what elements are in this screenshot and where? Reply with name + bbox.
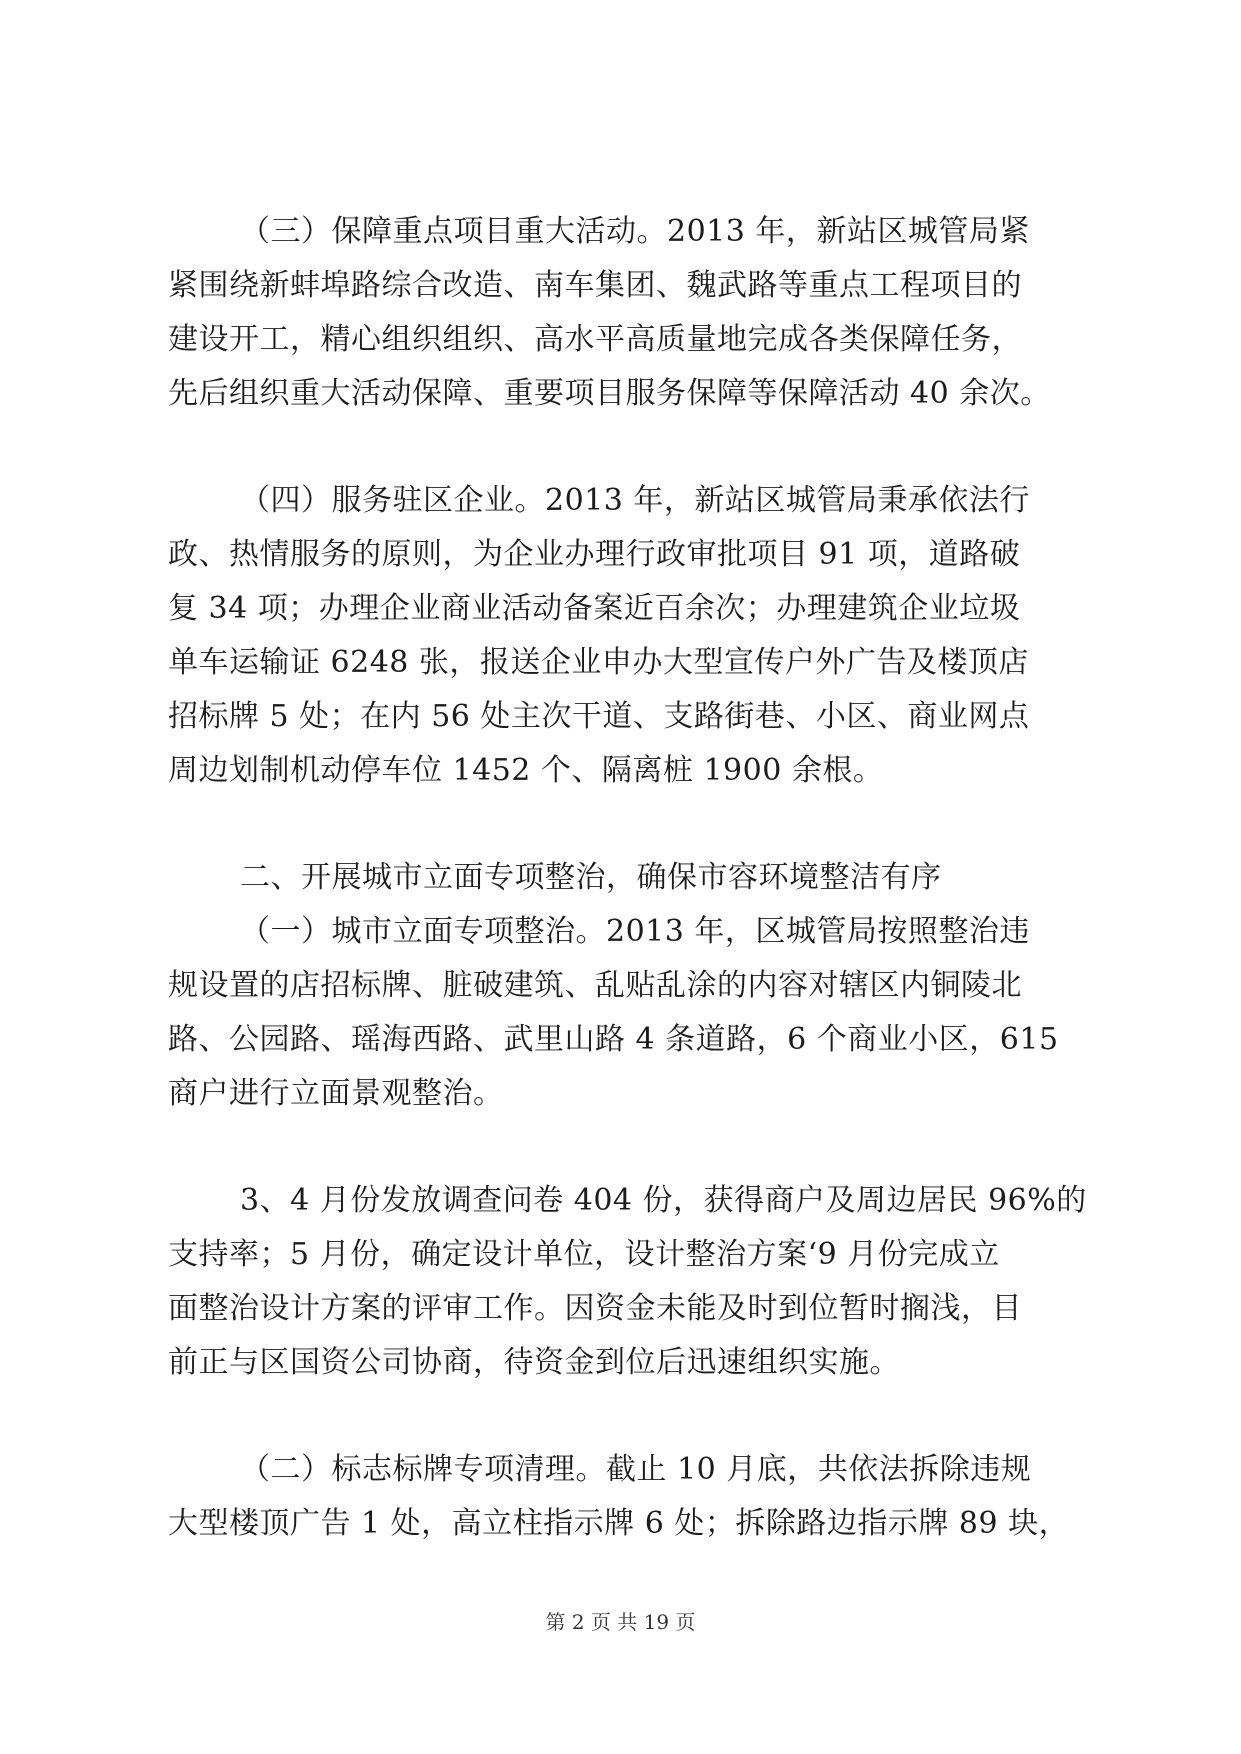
paragraph-5-line-3: 路、公园路、瑶海西路、武里山路 4 条道路，6 个商业小区，615 [168,1022,1059,1057]
paragraph-5-line-2: 规设置的店招标牌、脏破建筑、乱贴乱涂的内容对辖区内铜陵北 [168,968,1022,1003]
paragraph-4-line-6: 周边划制机动停车位 1452 个、隔离桩 1900 余根。 [168,753,884,788]
paragraph-3-line-4: 先后组织重大活动保障、重要项目服务保障等保障活动 40 余次。 [168,376,1051,411]
paragraph-5-line-1: （一）城市立面专项整治。2013 年，区城管局按照整治违 [240,914,1030,949]
paragraph-4-line-5: 招标牌 5 处；在内 56 处主次干道、支路街巷、小区、商业网点 [168,699,1030,734]
paragraph-7-line-1: （二）标志标牌专项清理。截止 10 月底，共依法拆除违规 [240,1452,1032,1487]
paragraph-6-line-2: 支持率；5 月份，确定设计单位，设计整治方案‘9 月份完成立 [168,1237,1000,1272]
paragraph-4-line-3: 复 34 项；办理企业商业活动备案近百余次；办理建筑企业垃圾 [168,591,1021,626]
paragraph-7-line-2: 大型楼顶广告 1 处，高立柱指示牌 6 处；拆除路边指示牌 89 块， [168,1506,1070,1541]
paragraph-3-line-2: 紧围绕新蚌埠路综合改造、南车集团、魏武路等重点工程项目的 [168,268,1022,303]
section-heading: 二、开展城市立面专项整治，确保市容环境整洁有序 [240,860,942,895]
paragraph-3-line-3: 建设开工，精心组织组织、高水平高质量地完成各类保障任务， [168,322,1022,357]
paragraph-4-line-2: 政、热情服务的原则，为企业办理行政审批项目 91 项，道路破 [168,537,1021,572]
paragraph-5-line-4: 商户进行立面景观整治。 [168,1076,504,1111]
page-footer: 第 2 页 共 19 页 [545,1610,696,1634]
paragraph-6-line-3: 面整治设计方案的评审工作。因资金未能及时到位暂时搁浅，目 [168,1291,1022,1326]
paragraph-6-line-1: 3、4 月份发放调查问卷 404 份，获得商户及周边居民 96%的 [240,1183,1087,1218]
paragraph-6-line-4: 前正与区国资公司协商，待资金到位后迅速组织实施。 [168,1345,900,1380]
paragraph-3-line-1: （三）保障重点项目重大活动。2013 年，新站区城管局紧 [240,214,1030,249]
paragraph-4-line-1: （四）服务驻区企业。2013 年，新站区城管局秉承依法行 [240,483,1030,518]
paragraph-4-line-4: 单车运输证 6248 张，报送企业申办大型宣传户外广告及楼顶店 [168,645,1029,680]
